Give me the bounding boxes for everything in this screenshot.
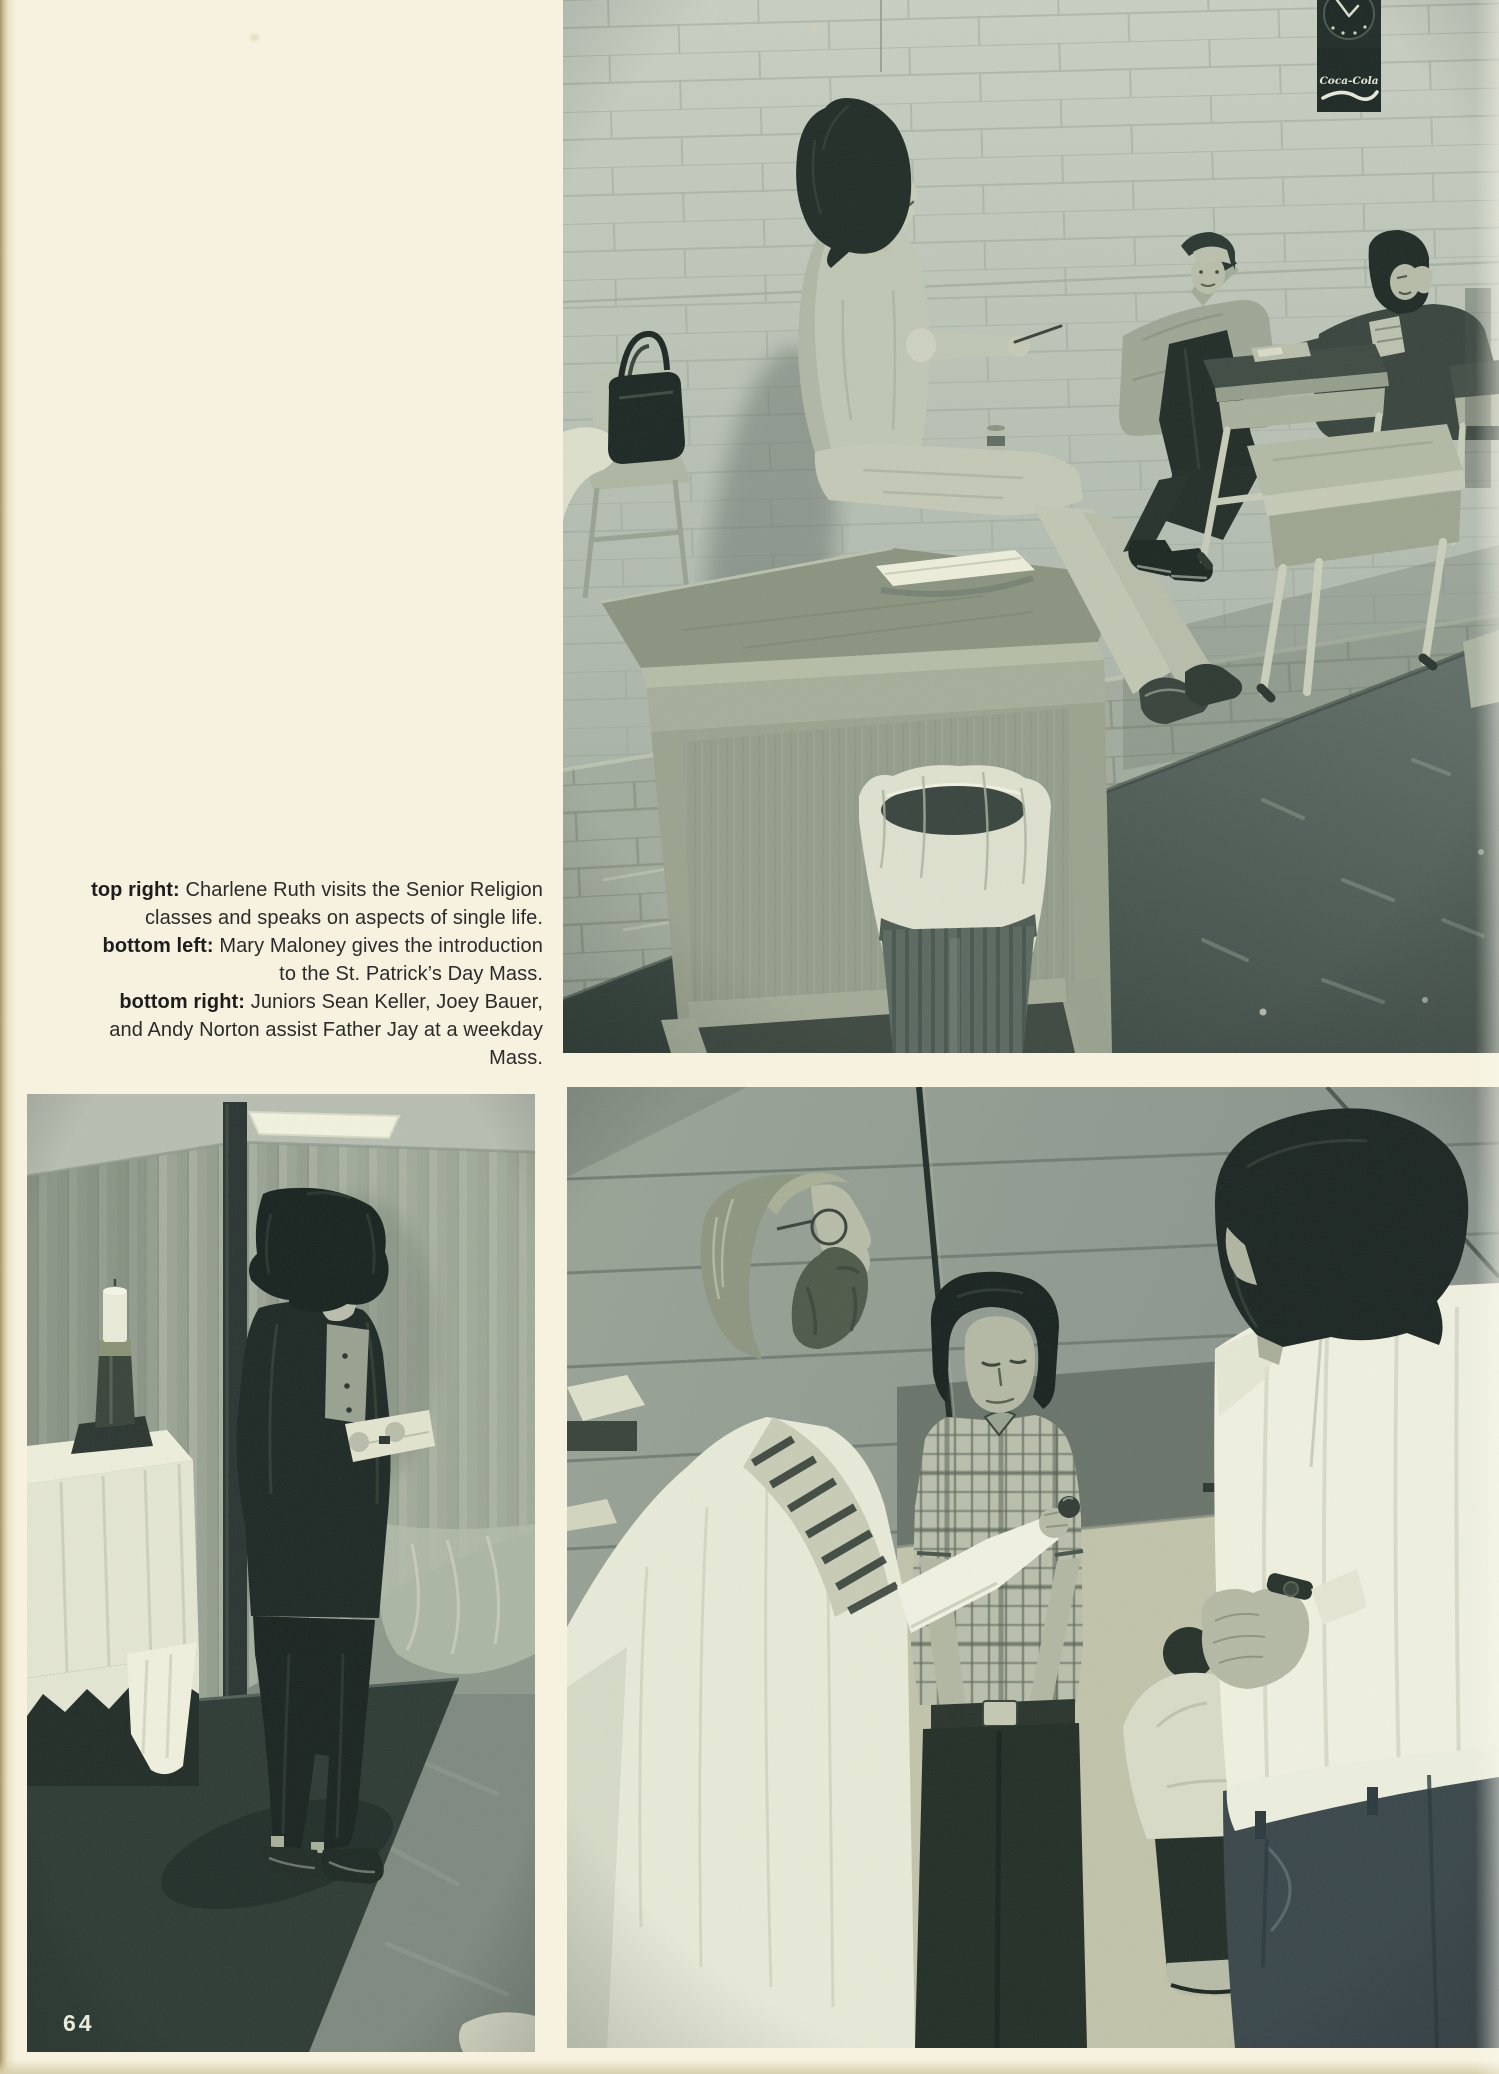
paper-stain — [250, 34, 259, 41]
caption-text: and Andy Norton assist Father Jay at a weekday — [109, 1019, 543, 1041]
page-number: 64 — [63, 2010, 95, 2036]
page-curl-highlight — [1475, 0, 1499, 2074]
caption-text: Mass. — [489, 1047, 543, 1069]
caption-text: classes and speaks on aspects of single life. — [144, 907, 543, 929]
caption-bottom-left — [28, 932, 543, 988]
caption-bottom-right — [28, 988, 543, 1072]
caption-label: top right: — [91, 879, 180, 901]
photo-mass-introduction-bottom-left — [27, 1094, 535, 2052]
caption-label: bottom right: — [119, 991, 246, 1013]
page-edge-shadow — [0, 0, 16, 2074]
caption-text: to the St. Patrick’s Day Mass. — [279, 963, 543, 985]
caption-text: Charlene Ruth visits the Senior Religion — [179, 879, 543, 901]
caption-block — [28, 876, 543, 1072]
caption-top-right — [28, 876, 543, 932]
caption-text: Juniors Sean Keller, Joey Bauer, — [245, 991, 543, 1013]
photo-classroom-top-right — [563, 0, 1499, 1053]
page-bottom-shadow — [0, 2060, 1499, 2074]
paper-stain — [810, 26, 816, 31]
photo-weekday-mass-bottom-right — [567, 1087, 1499, 2048]
caption-text: Mary Maloney gives the introduction — [213, 935, 543, 957]
caption-label: bottom left: — [102, 935, 214, 957]
